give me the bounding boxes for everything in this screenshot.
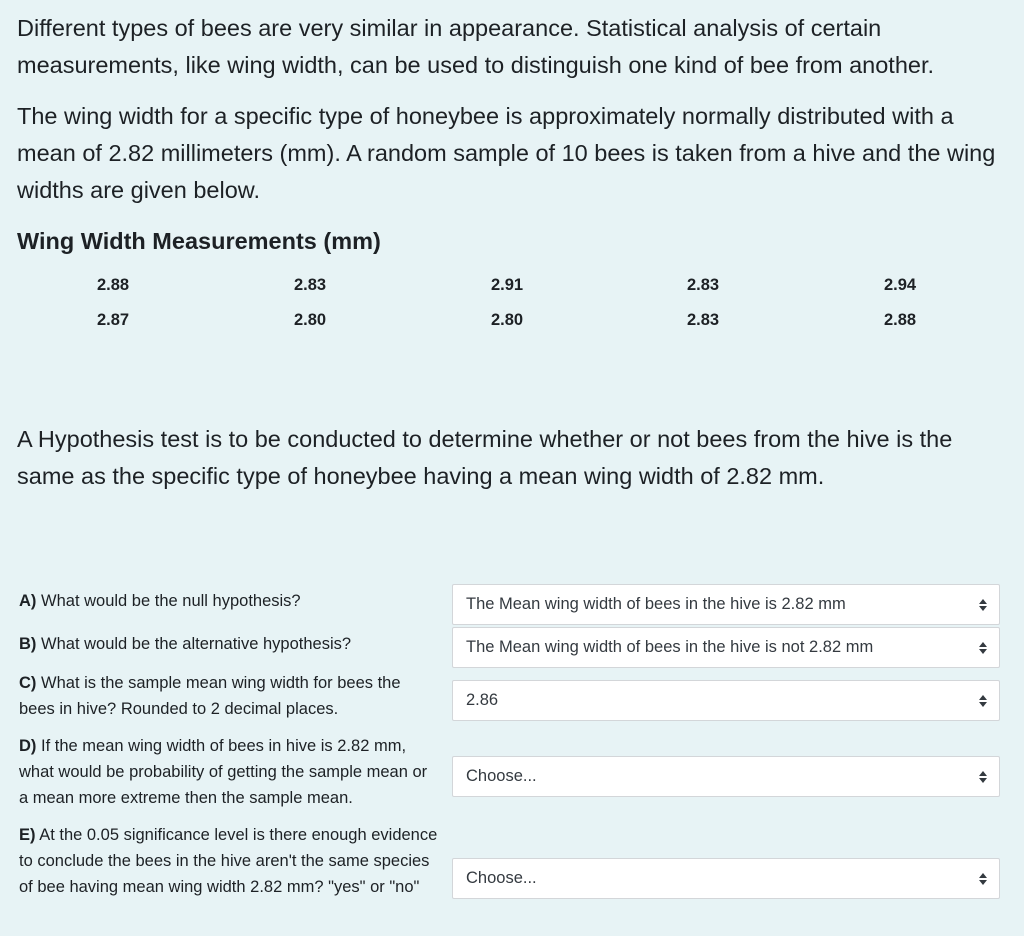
question-e bbox=[19, 822, 439, 900]
table-title: Wing Width Measurements (mm) bbox=[17, 228, 381, 254]
select-arrows-icon bbox=[979, 642, 987, 654]
table-cell: 2.88 bbox=[884, 311, 917, 329]
table-cell: 2.80 bbox=[491, 311, 524, 329]
table-cell: 2.83 bbox=[687, 276, 720, 294]
table-row bbox=[0, 303, 1024, 338]
question-letter: B) bbox=[19, 635, 37, 653]
answer-select-e[interactable] bbox=[452, 858, 1000, 899]
description-paragraph: The wing width for a specific type of honeybee is approximately normally distributed with a mean of 2.82 millimeters (mm). A random sample of 10 bees is taken from a hive and the wing widths are given below. bbox=[17, 103, 996, 203]
select-value: 2.86 bbox=[466, 691, 499, 709]
select-arrows-icon bbox=[979, 873, 987, 885]
question-text: At the 0.05 significance level is there enough evidence to conclude the bees in the hive aren't the same species of bee having mean wing width 2.82 mm? "yes" or "no" bbox=[19, 826, 438, 896]
select-value: Choose... bbox=[466, 767, 537, 785]
question-d bbox=[19, 733, 439, 811]
table-cell: 2.88 bbox=[97, 276, 130, 294]
question-text: What is the sample mean wing width for bees the bees in hive? Rounded to 2 decimal places. bbox=[19, 674, 401, 718]
select-arrows-icon bbox=[979, 599, 987, 611]
question-a bbox=[19, 588, 439, 614]
select-arrows-icon bbox=[979, 695, 987, 707]
select-value: Choose... bbox=[466, 869, 537, 887]
question-text: If the mean wing width of bees in hive is 2.82 mm, what would be probability of getting the sample mean or a mean more extreme then the sample mean. bbox=[19, 737, 428, 807]
question-text: What would be the alternative hypothesis? bbox=[41, 635, 352, 653]
intro-paragraph: Different types of bees are very similar in appearance. Statistical analysis of certain measurements, like wing width, can be used to distinguish one kind of bee from another. bbox=[17, 15, 935, 78]
select-arrows-icon bbox=[979, 771, 987, 783]
table-row bbox=[0, 268, 1024, 303]
table-cell: 2.91 bbox=[491, 276, 524, 294]
table-cell: 2.94 bbox=[884, 276, 917, 294]
table-cell: 2.83 bbox=[687, 311, 720, 329]
table-cell: 2.83 bbox=[294, 276, 327, 294]
question-letter: E) bbox=[19, 826, 36, 844]
table-cell: 2.87 bbox=[97, 311, 130, 329]
answer-select-c[interactable] bbox=[452, 680, 1000, 721]
question-letter: C) bbox=[19, 674, 37, 692]
question-letter: D) bbox=[19, 737, 37, 755]
hypothesis-paragraph: A Hypothesis test is to be conducted to determine whether or not bees from the hive is the same as the specific type of honeybee having a mean wing width of 2.82 mm. bbox=[17, 426, 953, 489]
measurements-table bbox=[0, 268, 1024, 338]
question-b bbox=[19, 631, 439, 657]
select-value: The Mean wing width of bees in the hive is 2.82 mm bbox=[466, 595, 846, 613]
answer-select-d[interactable] bbox=[452, 756, 1000, 797]
answer-select-b[interactable] bbox=[452, 627, 1000, 668]
question-letter: A) bbox=[19, 592, 37, 610]
select-value: The Mean wing width of bees in the hive is not 2.82 mm bbox=[466, 638, 874, 656]
table-cell: 2.80 bbox=[294, 311, 327, 329]
question-text: What would be the null hypothesis? bbox=[41, 592, 301, 610]
answer-select-a[interactable] bbox=[452, 584, 1000, 625]
question-c bbox=[19, 670, 439, 722]
